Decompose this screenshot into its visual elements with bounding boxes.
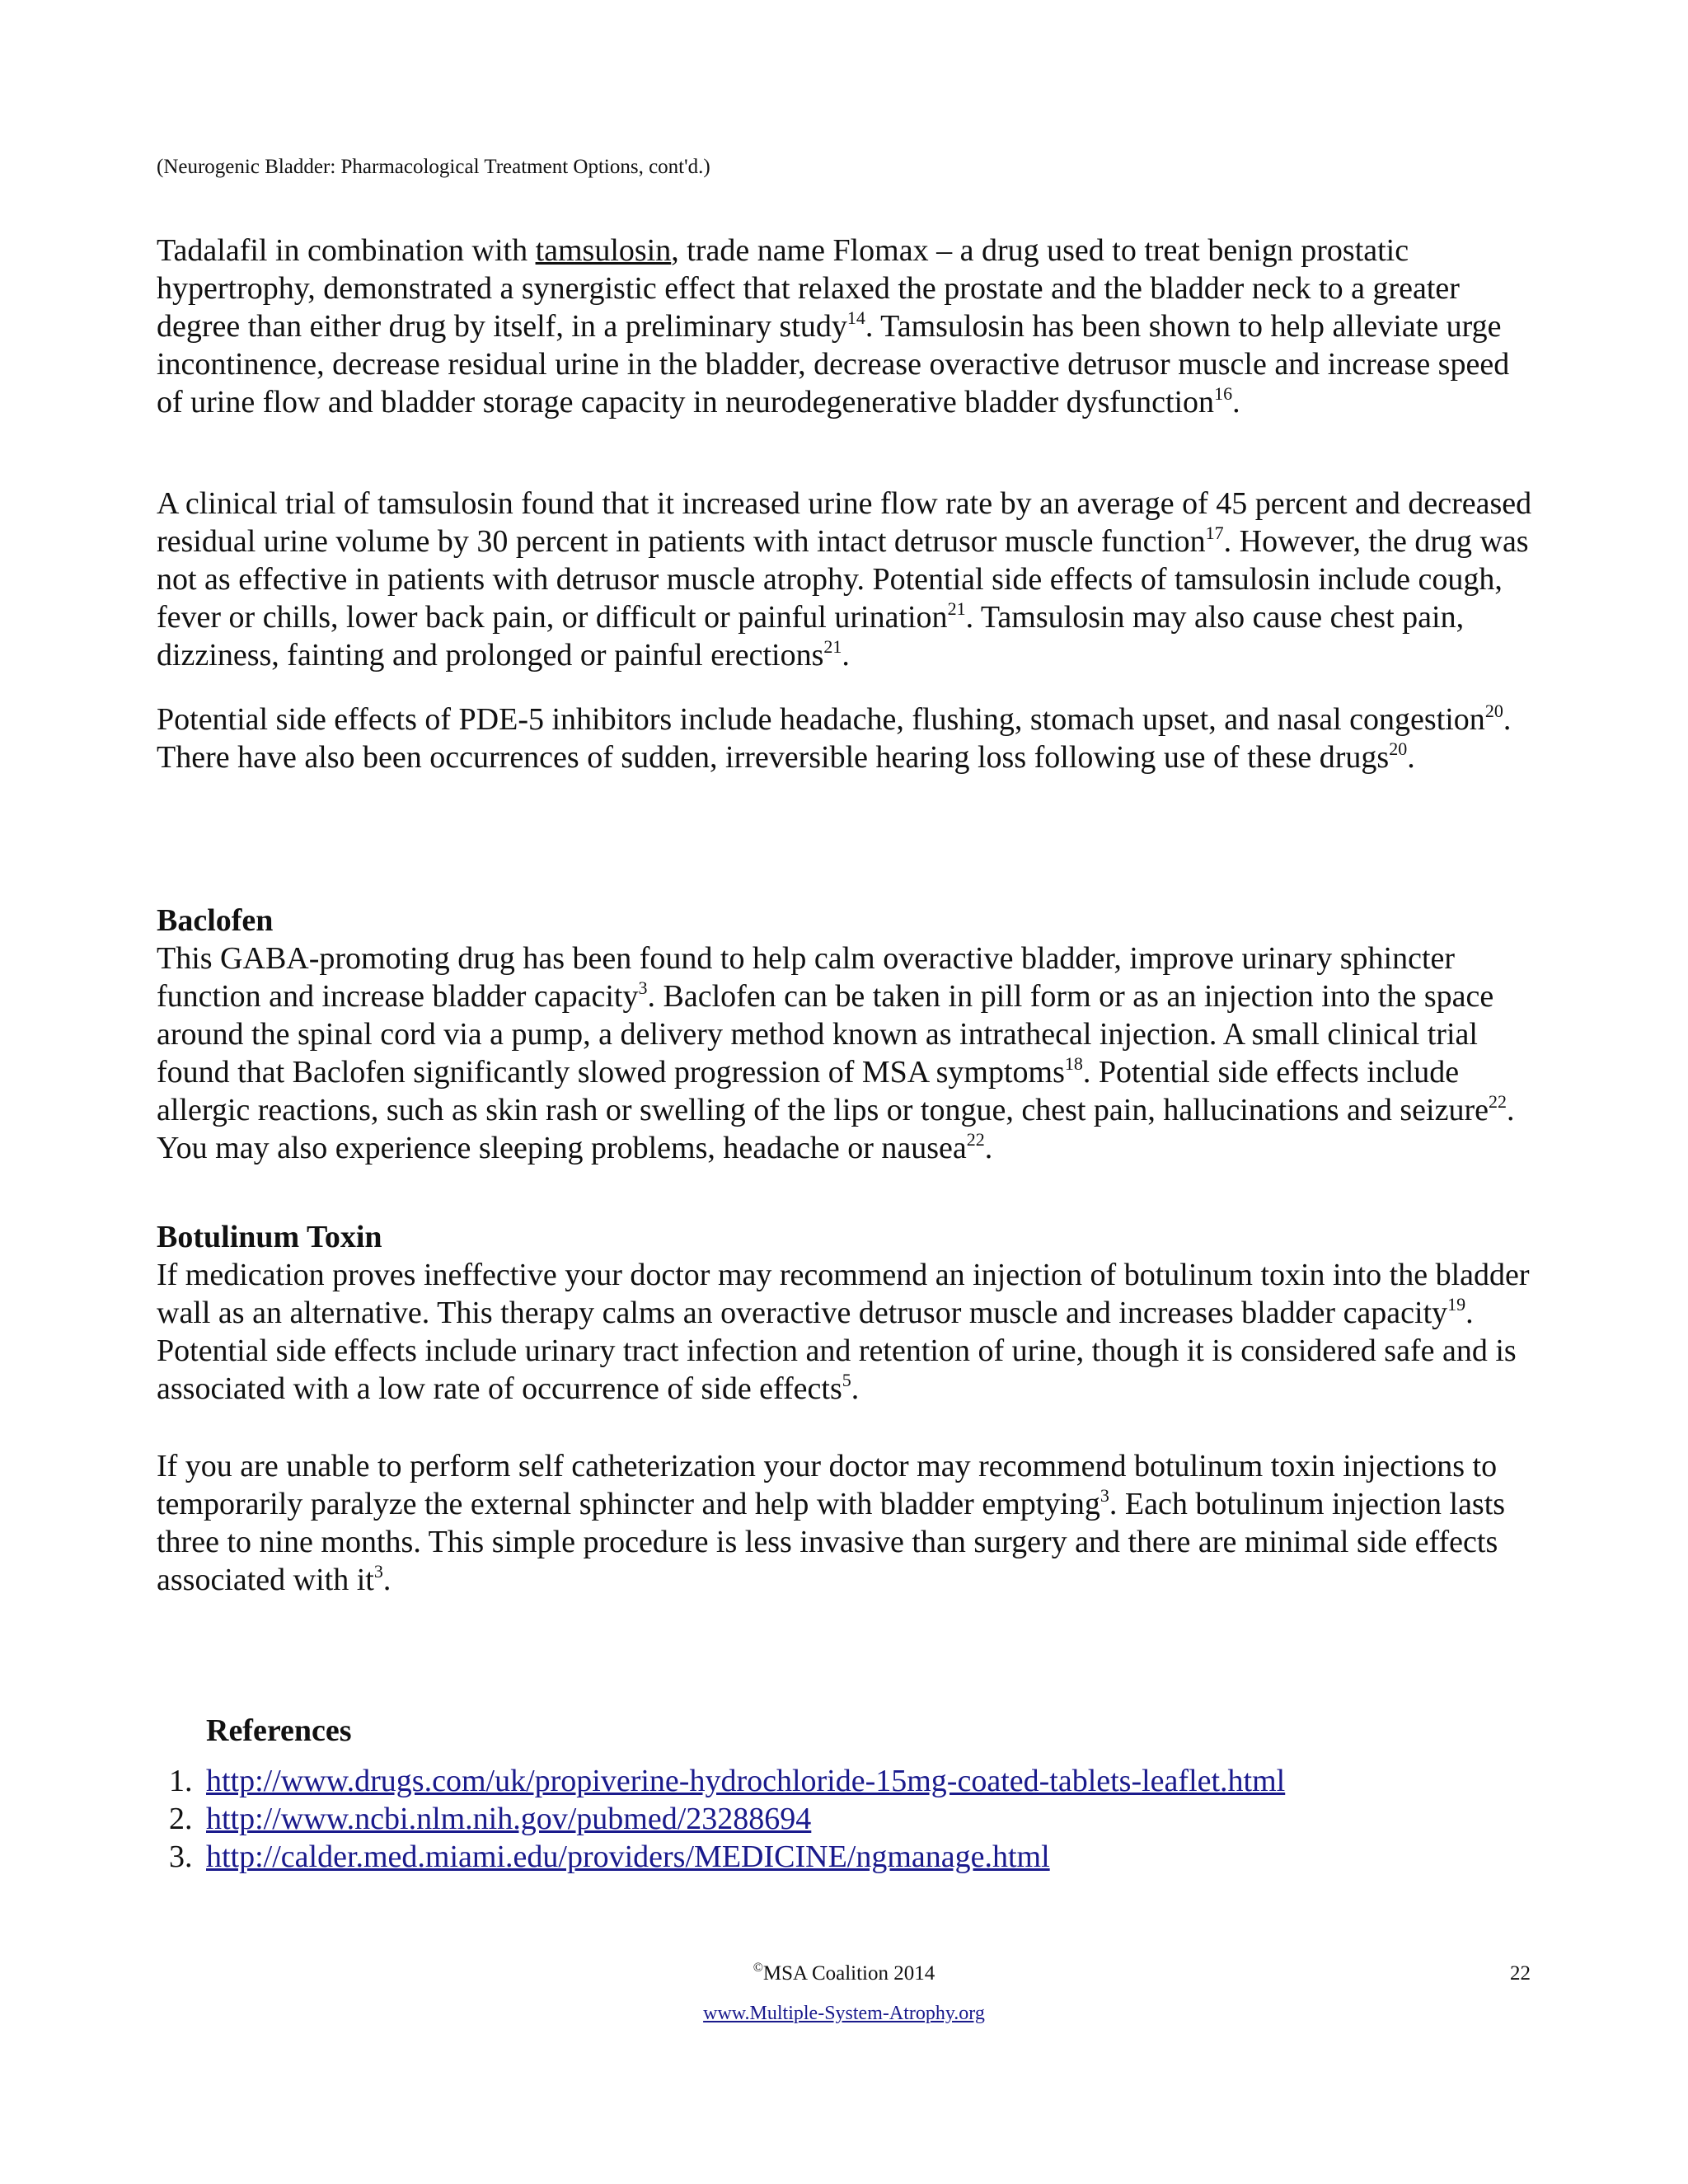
- citation: 3: [638, 977, 648, 998]
- text: Tadalafil in combination with: [157, 233, 536, 268]
- text: .: [382, 1563, 392, 1597]
- text: .: [984, 1131, 993, 1165]
- citation: 18: [1064, 1053, 1083, 1074]
- reference-item: [157, 1762, 1285, 1800]
- text: .: [842, 638, 850, 673]
- citation: 22: [1488, 1091, 1507, 1112]
- citation: 21: [947, 598, 966, 619]
- text: . Potential side effects include allergic reactions, such as skin rash or swelling of the lips or tongue, chest pain, hallucinations and seizure: [157, 1055, 1489, 1127]
- citation: 21: [823, 636, 842, 657]
- reference-number: 1.: [169, 1764, 193, 1798]
- text: This GABA-promoting drug has been found to help calm overactive bladder, improve urinary sphincter function and increase bladder capacity: [157, 941, 1456, 1014]
- references-list: [157, 1762, 1285, 1876]
- text: . Baclofen can be taken in pill form or as an injection into the space around the spinal cord via a pump, a delivery method known as intrathecal injection. A small clinical trial found that Baclofen significantly slowed progression of MSA symptoms: [157, 979, 1494, 1090]
- section-heading: Botulinum Toxin: [157, 1220, 382, 1254]
- citation: 14: [846, 307, 865, 328]
- citation: 3: [1100, 1485, 1109, 1506]
- tamsulosin-link[interactable]: tamsulosin: [535, 233, 672, 268]
- paragraph-pde5: [157, 701, 1541, 776]
- running-head: (Neurogenic Bladder: Pharmacological Treatment Options, cont'd.): [157, 156, 710, 178]
- text: . There have also been occurrences of sudden, irreversible hearing loss following use of these drugs: [157, 702, 1512, 775]
- footer-website: [0, 2001, 1688, 2026]
- section-botulinum-toxin: [157, 1218, 1541, 1408]
- text: A clinical trial of tamsulosin found that it increased urine flow rate by an average of 45 percent and decreased residual urine volume by 30 percent in patients with intact detrusor muscle function: [157, 486, 1532, 559]
- reference-link[interactable]: http://www.ncbi.nlm.nih.gov/pubmed/23288694: [206, 1802, 812, 1836]
- text: . Each botulinum injection lasts three to nine months. This simple procedure is less invasive than surgery and there are minimal side effects associated with it: [157, 1487, 1506, 1597]
- page-number: 22: [1510, 1962, 1531, 1985]
- section-baclofen: [157, 902, 1541, 1167]
- text: . Tamsulosin may also cause chest pain, dizziness, fainting and prolonged or painful erections: [157, 600, 1465, 673]
- citation: 20: [1484, 701, 1503, 721]
- paragraph-tadalafil: [157, 232, 1541, 421]
- paragraph-catheterization: [157, 1447, 1541, 1599]
- text: . However, the drug was not as effective in patients with detrusor muscle atrophy. Potential side effects of tamsulosin include cough, fever or chills, lower back pain, or difficult or painful urination: [157, 524, 1529, 635]
- reference-link[interactable]: http://www.drugs.com/uk/propiverine-hydrochloride-15mg-coated-tablets-leaflet.html: [206, 1764, 1286, 1798]
- text: .: [851, 1371, 860, 1406]
- citation: 19: [1447, 1294, 1466, 1315]
- text: , trade name Flomax – a drug used to treat benign prostatic hypertrophy, demonstrated a synergistic effect that relaxed the prostate and the bladder neck to a greater degree than either drug by itself, in a preliminary study: [157, 233, 1460, 344]
- paragraph-tamsulosin-trial: [157, 485, 1541, 674]
- reference-number: 2.: [169, 1802, 193, 1836]
- citation: 17: [1205, 523, 1224, 543]
- text: If you are unable to perform self catheterization your doctor may recommend botulinum toxin injections to temporarily paralyze the external sphincter and help with bladder emptying: [157, 1449, 1498, 1521]
- text: Potential side effects of PDE-5 inhibitors include headache, flushing, stomach upset, and nasal congestion: [157, 702, 1485, 737]
- reference-link[interactable]: http://calder.med.miami.edu/providers/MEDICINE/ngmanage.html: [206, 1840, 1050, 1874]
- reference-item: [157, 1838, 1285, 1876]
- website-link[interactable]: www.Multiple-System-Atrophy.org: [703, 2003, 985, 2024]
- footer-copyright: [0, 1961, 1688, 1986]
- citation: 20: [1389, 738, 1408, 759]
- reference-item: [157, 1800, 1285, 1838]
- reference-number: 3.: [169, 1840, 193, 1874]
- section-heading: Baclofen: [157, 903, 274, 938]
- text: . You may also experience sleeping problems, headache or nausea: [157, 1093, 1515, 1165]
- citation: 5: [842, 1370, 851, 1390]
- copyright-symbol: ©: [753, 1961, 763, 1975]
- citation: 3: [373, 1561, 383, 1582]
- citation: 16: [1214, 383, 1233, 404]
- copyright-text: MSA Coalition 2014: [762, 1962, 935, 1985]
- citation: 22: [966, 1129, 985, 1150]
- text: . Potential side effects include urinary tract infection and retention of urine, though it is considered safe and is associated with a low rate of occurrence of side effects: [157, 1296, 1517, 1406]
- text: If medication proves ineffective your doctor may recommend an injection of botulinum toxin into the bladder wall as an alternative. This therapy calms an overactive detrusor muscle and increases bladder capacity: [157, 1258, 1530, 1330]
- text: . Tamsulosin has been shown to help alleviate urge incontinence, decrease residual urine in the bladder, decrease overactive detrusor muscle and increase speed of urine flow and bladder storage capacity in neurodegenerative bladder dysfunction: [157, 309, 1510, 419]
- text: .: [1232, 385, 1240, 419]
- references-heading: References: [206, 1713, 352, 1748]
- text: .: [1407, 740, 1415, 775]
